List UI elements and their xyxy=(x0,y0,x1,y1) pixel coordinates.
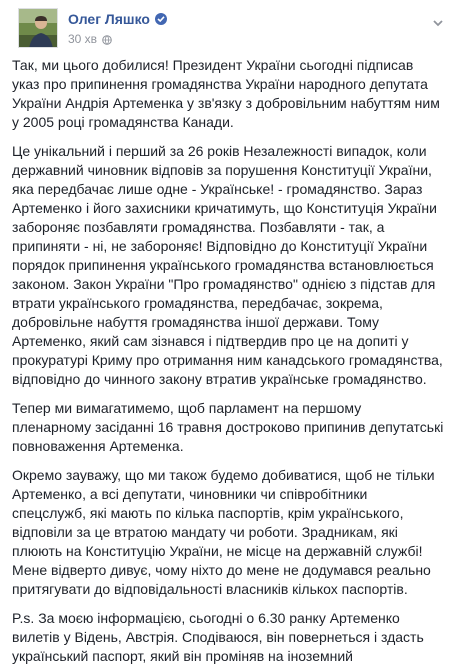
post-timestamp[interactable]: 30 хв xyxy=(68,32,98,46)
author-name[interactable]: Олег Ляшко xyxy=(68,11,150,27)
post-paragraph: Окремо зауважу, що ми також будемо добиватися, щоб не тільки Артеменко, а всі депутати, чиновники чи співробітники спецслужб, які мають по кілька паспортів, крім українського, відповіли за це втратою мандату чи роботи. Зрадникам, які плюють на Конституцію України, не місце на державній службі! Мене відверто дивує, чому ніхто до мене не додумався реально притягувати до відповідальності власників кількох паспортів. xyxy=(12,467,435,597)
post-paragraph: Це унікальний і перший за 26 років Незалежності випадок, коли державний чиновник відповів за порушення Конституції України, яка передбачає лише одне - Українське! - громадянство. Зараз Артеменко і його захисники кричатимуть, що Конституція України забороняє позбавляти громадянства. Позбавляти - так, а припиняти - ні, не забороняє! Відповідно до Конституції України порядок припинення українського громадянства встановлюється законом. Закон України "Про громадянство" однією з підстав для втрати українського громадянства, передбачає, зокрема, добровільне набуття громадянства іншої держави. Тому Артеменко, який сам зізнався і підтвердив про це на допиті у прокуратурі Криму про отримання ним канадського громадянства, відповідно до чинного закону втратив українське громадянство. xyxy=(12,143,443,387)
post-paragraph: Так, ми цього добилися! Президент України сьогодні підписав указ про припинення громадянства України народного депутата України Андрія Артеменка у зв'язку з добровільним набуттям ним у 2005 році громадянства Канади. xyxy=(12,57,440,130)
post-body xyxy=(12,56,450,666)
post-header xyxy=(12,0,450,56)
author-avatar[interactable] xyxy=(18,8,58,48)
post-paragraph: P.s. За моєю інформацією, сьогодні о 6.30 ранку Артеменко вилетів у Відень, Австрія. Сподіваюся, він повернеться і здасть український паспорт, який він проміняв на іноземний xyxy=(12,610,424,664)
chevron-down-icon[interactable] xyxy=(432,16,444,28)
post-meta xyxy=(68,32,112,46)
author-line xyxy=(68,11,167,27)
verified-badge-icon xyxy=(155,13,167,25)
globe-icon[interactable] xyxy=(102,34,112,44)
post-paragraph: Тепер ми вимагатимемо, щоб парламент на першому пленарному засіданні 16 травня достроково припинив депутатські повноваження Артеменка. xyxy=(12,400,444,454)
